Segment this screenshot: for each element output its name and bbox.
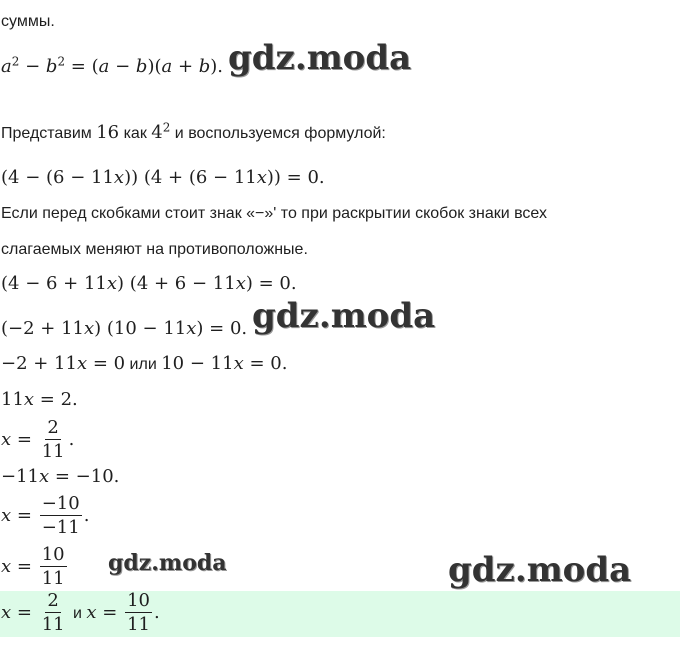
watermark-logo: gdz.moda: [108, 550, 227, 576]
watermark-logo: gdz.moda: [252, 296, 436, 336]
equation-11x: 11x = 2.: [1, 389, 78, 410]
equation-x-10-11: x = $\frac{10}{11}$: [1, 544, 65, 589]
text-line-represent: Представим 16 как $4^2$ и воспользуемся формулой:: [1, 120, 386, 143]
watermark-logo: gdz.moda: [448, 550, 632, 590]
equation-cases: −2 + 11x = 0 или 10 − 11x = 0.: [1, 353, 288, 374]
equation-minus-11x: −11x = −10.: [1, 466, 120, 487]
text-line-rule: Если перед скобками стоит знак «−»' то при раскрытии скобок знаки всех: [1, 205, 547, 222]
watermark-logo: gdz.moda: [228, 38, 412, 78]
text-line-rule-cont: слагаемых меняют на противоположные.: [1, 241, 308, 258]
equation-x-2-11: x = $\frac{2}{11}$ .: [1, 417, 75, 462]
equation-simplified: (−2 + 11x) (10 − 11x) = 0.: [1, 318, 248, 339]
equation-x-m10-m11: x = $\frac{-10}{-11}$ .: [1, 493, 90, 538]
text-line-sums: суммы.: [1, 13, 55, 30]
formula-difference-of-squares: $a^2 - b^2 = (a - b)(a + b)$.: [1, 54, 224, 77]
equation-factored: (4 − (6 − 11x)) (4 + (6 − 11x)) = 0.: [1, 167, 325, 188]
equation-expanded: (4 − 6 + 11x) (4 + 6 − 11x) = 0.: [1, 273, 297, 294]
final-answer: x = $\frac{2}{11}$ и x = $\frac{10}{11}$ .: [1, 590, 160, 635]
